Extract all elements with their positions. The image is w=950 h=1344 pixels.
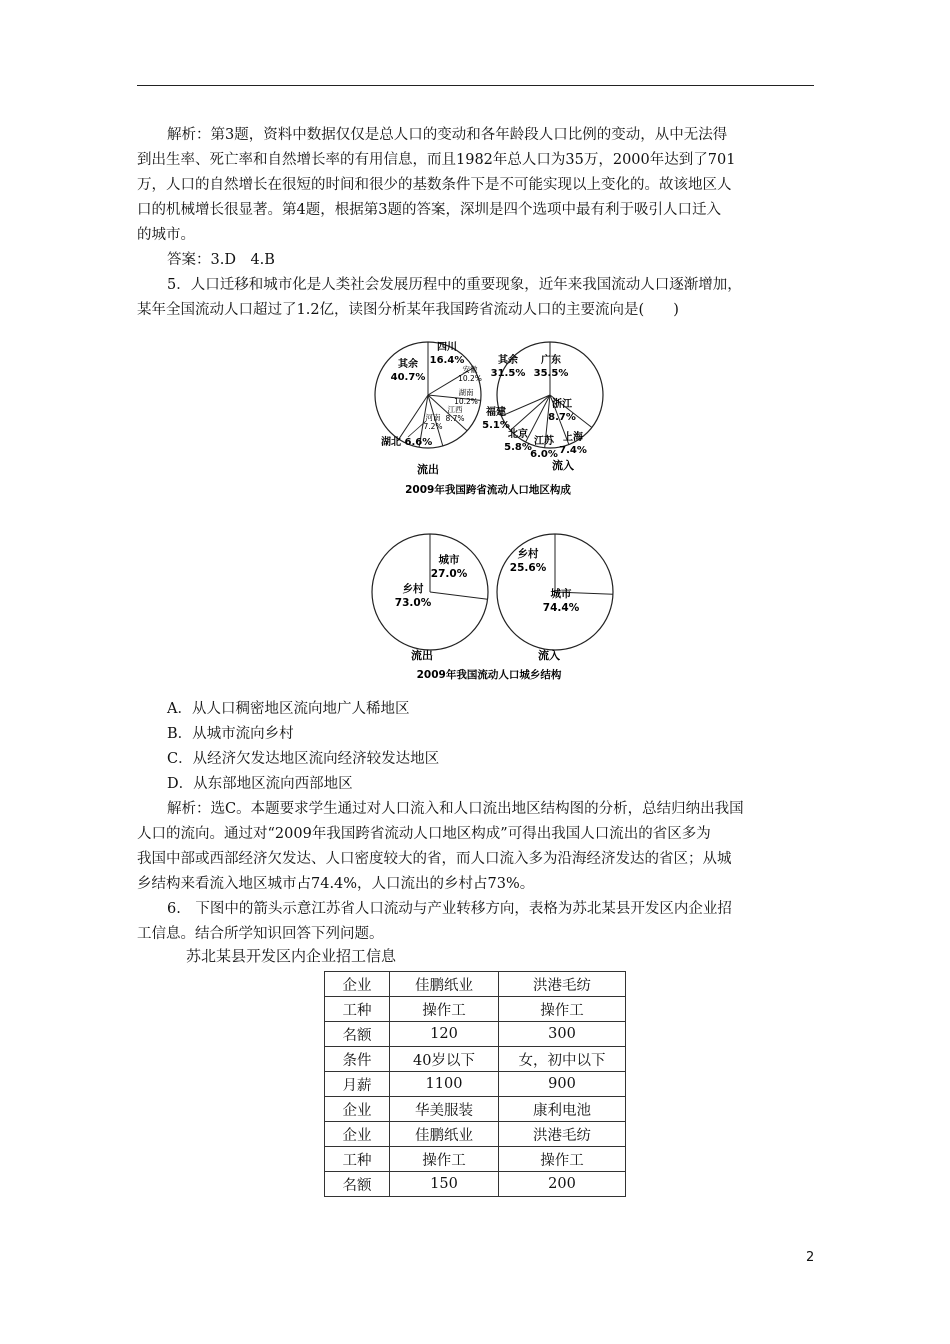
slice-value: 5.8%	[504, 442, 532, 453]
question-5	[137, 273, 817, 323]
slice-value: 35.5%	[533, 368, 569, 379]
text-line: 万，人口的自然增长在很短的时间和很少的基数条件下是不可能实现以上变化的。故该地区人	[137, 177, 732, 193]
table-row	[325, 1097, 626, 1122]
question-6	[137, 897, 817, 947]
slice-label: 广东	[541, 355, 561, 366]
chart-region-composition	[370, 325, 620, 505]
table-cell: 洪港毛纺	[499, 1122, 626, 1147]
slice-label: 湖北 6.6%	[381, 437, 433, 448]
pie-outflow-urban-rural	[372, 534, 488, 650]
slice-label: 四川	[437, 342, 457, 353]
table-cell: 女，初中以下	[499, 1047, 626, 1072]
slice-label: 乡村	[517, 548, 539, 560]
row-header-cell: 企业	[325, 972, 390, 997]
slice-label: 其余	[398, 359, 418, 370]
slice-value: 73.0%	[394, 597, 432, 609]
slice-label: 城市	[438, 554, 460, 566]
slice-value: 7.2%	[423, 422, 443, 431]
header-rule	[137, 85, 814, 86]
row-header-cell: 名额	[325, 1022, 390, 1047]
table-cell: 洪港毛纺	[499, 972, 626, 997]
table-cell: 900	[499, 1072, 626, 1097]
option-c: C．从经济欠发达地区流向经济较发达地区	[167, 751, 440, 767]
slice-value: 8.7%	[548, 412, 576, 423]
table-row	[325, 1122, 626, 1147]
row-header-cell: 工种	[325, 1147, 390, 1172]
table-row	[325, 997, 626, 1022]
table-row	[325, 1172, 626, 1197]
slice-value: 31.5%	[490, 368, 526, 379]
pie-name: 流出	[417, 463, 439, 476]
table-cell: 操作工	[390, 1147, 499, 1172]
row-header-cell: 名额	[325, 1172, 390, 1197]
text-line: 我国中部或西部经济欠发达、人口密度较大的省，而人口流入多为沿海经济发达的省区；从城	[137, 851, 732, 867]
option-b: B．从城市流向乡村	[167, 726, 294, 742]
text-line: 解析：选C。本题要求学生通过对人口流入和人口流出地区结构图的分析，总结归纳出我国	[167, 801, 744, 817]
slice-label: 河南	[425, 413, 441, 422]
table-row	[325, 1072, 626, 1097]
table-cell: 操作工	[499, 997, 626, 1022]
slice-value: 10.2%	[454, 397, 478, 406]
option-a: A．从人口稠密地区流向地广人稀地区	[167, 701, 410, 717]
slice-value: 5.1%	[482, 420, 510, 431]
text-line: 6. 下图中的箭头示意江苏省人口流动与产业转移方向，表格为苏北某县开发区内企业招	[167, 901, 732, 917]
slice-label: 福建	[486, 407, 506, 418]
slice-value: 10.2%	[458, 374, 482, 383]
table-cell: 操作工	[499, 1147, 626, 1172]
slice-value: 16.4%	[429, 355, 465, 366]
slice-label: 浙江	[552, 399, 572, 410]
table-row	[325, 1047, 626, 1072]
row-header-cell: 企业	[325, 1122, 390, 1147]
text-line: 5．人口迁移和城市化是人类社会发展历程中的重要现象，近年来我国流动人口逐渐增加，	[167, 277, 742, 293]
text-line: 的城市。	[137, 227, 195, 243]
analysis-q3-q4	[137, 123, 817, 273]
row-header-cell: 企业	[325, 1097, 390, 1122]
table-row	[325, 1147, 626, 1172]
table-cell: 1100	[390, 1072, 499, 1097]
chart-urban-rural	[365, 530, 625, 685]
text-line: 口的机械增长很显著。第4题，根据第3题的答案，深圳是四个选项中最有利于吸引人口迁入	[137, 202, 721, 218]
option-d: D．从东部地区流向西部地区	[167, 776, 353, 792]
table-cell: 200	[499, 1172, 626, 1197]
row-header-cell: 月薪	[325, 1072, 390, 1097]
text-line: 到出生率、死亡率和自然增长率的有用信息，而且1982年总人口为35万，2000年达到了701	[137, 152, 736, 168]
table-cell: 操作工	[390, 997, 499, 1022]
slice-value: 6.0%	[530, 449, 558, 460]
slice-value: 74.4%	[542, 602, 580, 614]
table-cell: 康利电池	[499, 1097, 626, 1122]
slice-value: 8.7%	[445, 414, 465, 423]
pie-name: 流入	[552, 459, 574, 472]
slice-label: 乡村	[402, 583, 424, 595]
row-header-cell: 条件	[325, 1047, 390, 1072]
pie-name: 流入	[538, 649, 560, 662]
table-cell: 华美服装	[390, 1097, 499, 1122]
slice-label: 湖南	[458, 388, 474, 397]
table-cell: 150	[390, 1172, 499, 1197]
slice-value: 7.4%	[559, 445, 587, 456]
text-line: 某年全国流动人口超过了1.2亿，读图分析某年我国跨省流动人口的主要流向是( )	[137, 302, 679, 318]
answer-line: 答案：3.D 4.B	[167, 252, 275, 268]
slice-value: 25.6%	[509, 562, 547, 574]
slice-label: 江苏	[534, 436, 554, 447]
table-cell: 佳鹏纸业	[390, 1122, 499, 1147]
row-header-cell: 工种	[325, 997, 390, 1022]
chart-title: 2009年我国流动人口城乡结构	[416, 669, 562, 681]
text-line: 乡结构来看流入地区城市占74.4%，人口流出的乡村占73%。	[137, 876, 535, 892]
slice-value: 27.0%	[430, 568, 468, 580]
table-title: 苏北某县开发区内企业招工信息	[186, 947, 397, 965]
table-cell: 300	[499, 1022, 626, 1047]
chart-title: 2009年我国跨省流动人口地区构成	[405, 484, 571, 496]
text-line: 工信息。结合所学知识回答下列问题。	[137, 926, 384, 942]
table-cell: 佳鹏纸业	[390, 972, 499, 997]
hiring-table	[324, 971, 626, 1197]
table-row	[325, 1022, 626, 1047]
table-row	[325, 972, 626, 997]
slice-label: 其余	[498, 355, 518, 366]
table-cell: 120	[390, 1022, 499, 1047]
pie-name: 流出	[411, 649, 433, 662]
table-cell: 40岁以下	[390, 1047, 499, 1072]
text-line: 人口的流向。通过对“2009年我国跨省流动人口地区构成”可得出我国人口流出的省区多为	[137, 826, 711, 842]
slice-label: 安徽	[462, 365, 478, 374]
text-line: 解析：第3题，资料中数据仅仅是总人口的变动和各年龄段人口比例的变动，从中无法得	[167, 127, 728, 143]
page-number: 2	[806, 1250, 815, 1265]
slice-value: 40.7%	[390, 372, 426, 383]
slice-label: 城市	[550, 588, 572, 600]
slice-label: 上海	[563, 432, 583, 443]
analysis-q5	[137, 797, 817, 897]
slice-label: 江西	[447, 405, 463, 414]
slice-label: 北京	[508, 429, 528, 440]
